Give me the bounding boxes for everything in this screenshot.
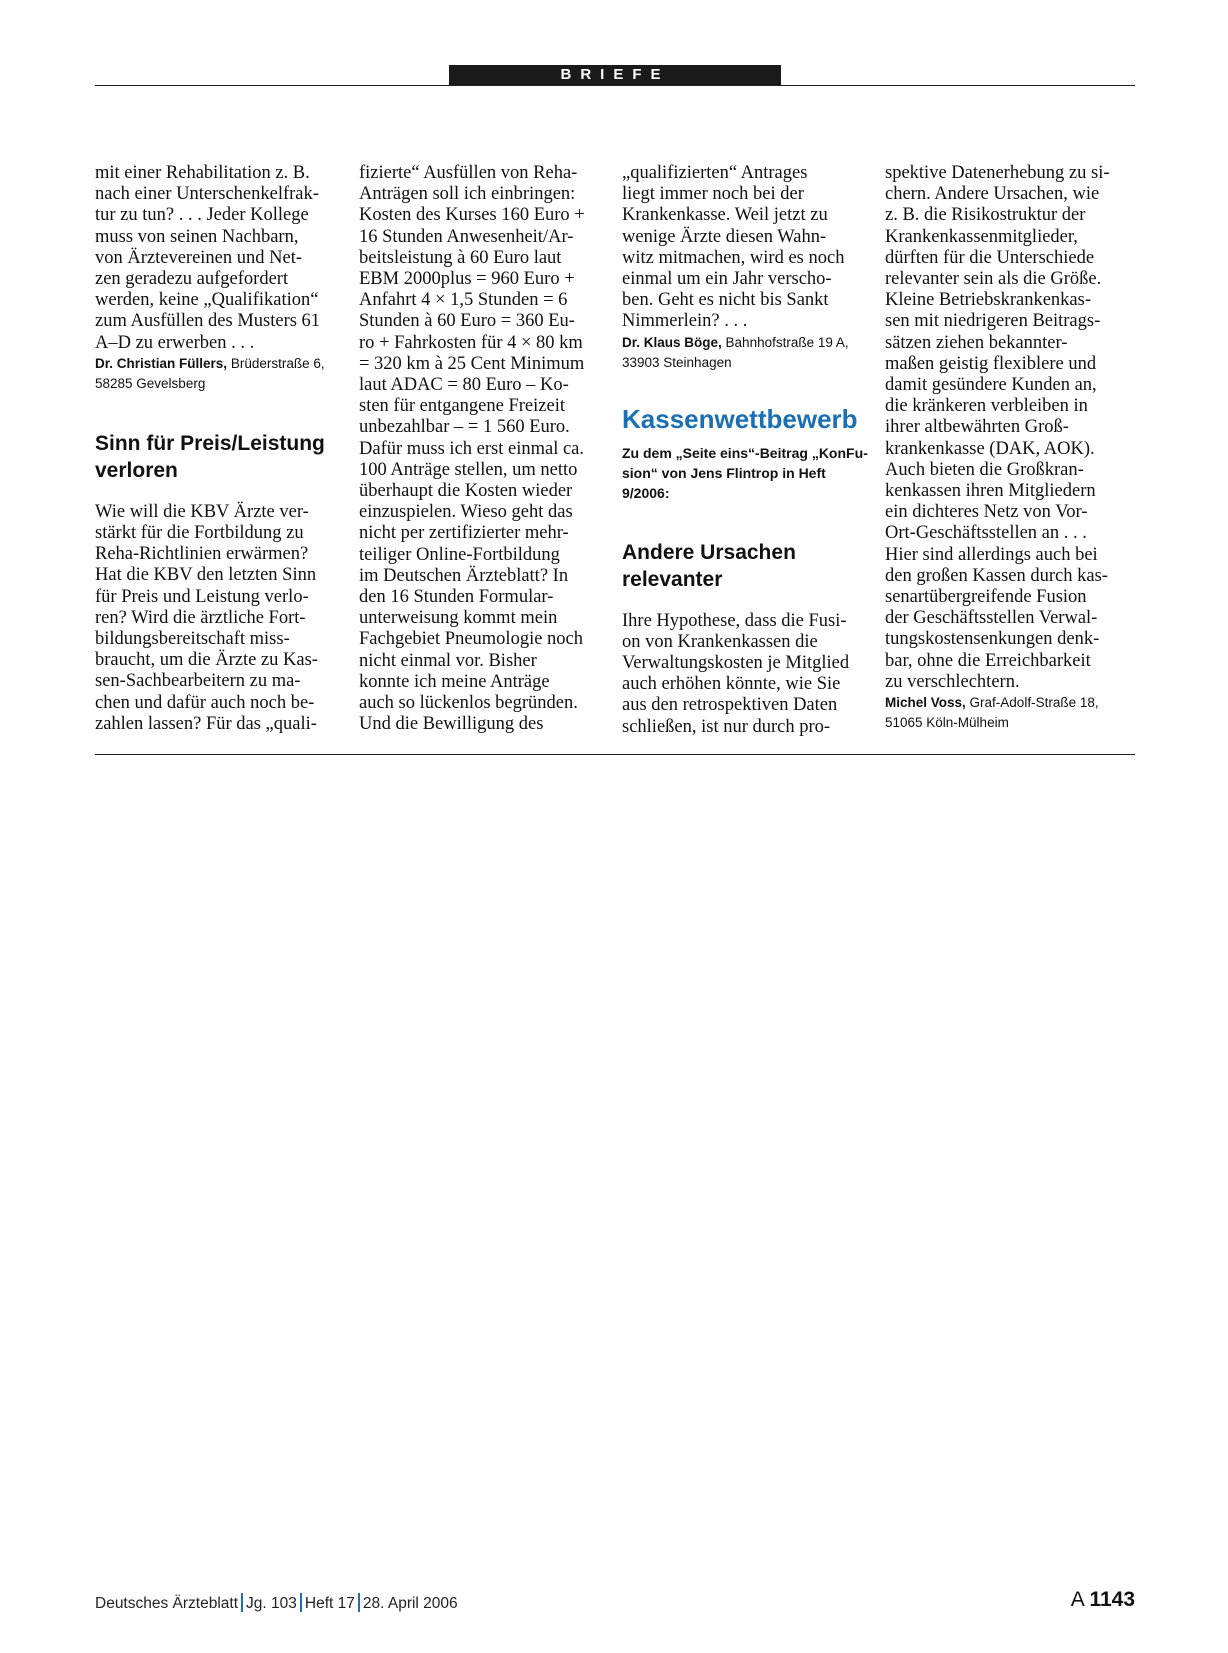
- text-line: Auch bieten die Großkran-: [885, 459, 1084, 480]
- signature: [95, 354, 355, 394]
- text-line: sion“ von Jens Flintrop in Heft: [622, 464, 826, 481]
- text-line: Ihre Hypothese, dass die Fusi-: [622, 610, 847, 631]
- journal-issue: Heft 17: [304, 1595, 355, 1612]
- text-line: auch so lückenlos begründen.: [359, 693, 578, 714]
- author-name: Dr. Christian Füllers,: [95, 355, 228, 371]
- letter-headline: [95, 430, 355, 484]
- column-2: [359, 163, 619, 735]
- page-prefix: A: [1070, 1588, 1084, 1611]
- journal-date: 28. April 2006: [362, 1595, 458, 1612]
- text-line: Fachgebiet Pneumologie noch: [359, 629, 584, 650]
- text-line: senartübergreifende Fusion: [885, 587, 1087, 608]
- reference-intro: [622, 443, 882, 503]
- column-1: [95, 163, 355, 735]
- journal-name: Deutsches Ärzteblatt: [95, 1595, 239, 1612]
- text-line: zahlen lassen? Für das „quali-: [95, 713, 317, 734]
- bottom-rule: [95, 754, 1135, 755]
- text-line: ro + Fahrkosten für 4 × 80 km: [359, 332, 583, 353]
- header-rule: [95, 85, 1135, 86]
- footer-divider: [241, 1593, 243, 1612]
- author-address: 51065 Köln-Mülheim: [885, 715, 1009, 731]
- text-line: den 16 Stunden Formular-: [359, 587, 554, 608]
- text-line: nach einer Unterschenkelfrak-: [95, 184, 319, 205]
- text-line: Krankenkassenmitglieder,: [885, 226, 1078, 247]
- text-line: sen-Sachbearbeitern zu ma-: [95, 671, 301, 692]
- page-number-value: 1143: [1089, 1588, 1135, 1611]
- author-address: 58285 Gevelsberg: [95, 375, 206, 391]
- text-line: = 320 km à 25 Cent Minimum: [359, 353, 585, 374]
- text-line: ren? Wird die ärztliche Fort-: [95, 607, 306, 628]
- text-line: 100 Anträge stellen, um netto: [359, 459, 578, 480]
- text-line: „qualifizierten“ Antrages: [622, 163, 808, 183]
- text-line: den großen Kassen durch kas-: [885, 565, 1108, 586]
- footer-citation: [95, 1593, 458, 1613]
- text-line: Reha-Richtlinien erwärmen?: [95, 544, 309, 565]
- text-line: Kassenwettbewerb: [622, 403, 858, 434]
- text-line: muss von seinen Nachbarn,: [95, 226, 299, 247]
- text-line: einmal um ein Jahr verscho-: [622, 269, 832, 290]
- text-line: damit gesündere Kunden an,: [885, 375, 1097, 396]
- text-line: Kleine Betriebskrankenkas-: [885, 290, 1091, 311]
- journal-volume: Jg. 103: [246, 1595, 297, 1612]
- text-line: für Preis und Leistung verlo-: [95, 586, 309, 607]
- text-line: dürften für die Unterschiede: [885, 247, 1095, 268]
- text-line: konnte ich meine Anträge: [359, 671, 550, 692]
- text-line: Hier sind allerdings auch bei: [885, 544, 1098, 565]
- text-line: Zu dem „Seite eins“-Beitrag „KonFu-: [622, 444, 868, 461]
- author-address: Bahnhofstraße 19 A,: [725, 334, 849, 350]
- paragraph: [359, 163, 619, 735]
- text-line: relevanter sein als die Größe.: [885, 269, 1102, 290]
- text-line: tur zu tun? . . . Jeder Kollege: [95, 205, 309, 226]
- text-line: zu verschlechtern.: [885, 671, 1020, 692]
- footer-divider: [358, 1593, 360, 1612]
- text-line: Andere Ursachen: [622, 540, 796, 564]
- text-line: laut ADAC = 80 Euro – Ko-: [359, 375, 569, 396]
- text-line: ein dichteres Netz von Vor-: [885, 502, 1088, 523]
- text-line: Wie will die KBV Ärzte ver-: [95, 501, 309, 522]
- text-line: krankenkasse (DAK, AOK).: [885, 438, 1095, 459]
- text-line: fizierte“ Ausfüllen von Reha-: [359, 163, 578, 183]
- text-line: maßen geistig flexiblere und: [885, 353, 1097, 374]
- text-line: im Deutschen Ärzteblatt? In: [359, 565, 569, 586]
- paragraph: [95, 502, 355, 735]
- page-number: [1071, 1588, 1135, 1612]
- author-address: Brüderstraße 6,: [230, 355, 325, 371]
- text-line: 9/2006:: [622, 484, 670, 501]
- signature: [885, 693, 1145, 733]
- text-line: bar, ohne die Erreichbarkeit: [885, 650, 1091, 671]
- text-line: Und die Bewilligung des: [359, 714, 544, 735]
- text-line: auch erhöhen könnte, wie Sie: [622, 674, 841, 695]
- text-line: nicht einmal vor. Bisher: [359, 650, 537, 671]
- text-line: ihrer altbewährten Groß-: [885, 417, 1069, 438]
- text-line: der Geschäftsstellen Verwal-: [885, 608, 1098, 629]
- text-line: sätzen ziehen bekannter-: [885, 332, 1068, 353]
- text-line: tungskostensenkungen denk-: [885, 629, 1100, 650]
- text-line: unbezahlbar – = 1 560 Euro.: [359, 417, 570, 438]
- text-line: chen und dafür auch noch be-: [95, 692, 315, 713]
- text-line: die kränkeren verbleiben in: [885, 396, 1088, 417]
- text-line: braucht, um die Ärzte zu Kas-: [95, 650, 318, 671]
- text-line: Nimmerlein? . . .: [622, 311, 748, 332]
- text-line: unterweisung kommt mein: [359, 608, 558, 629]
- text-line: Anträgen soll ich einbringen:: [359, 184, 576, 205]
- section-label: BRIEFE: [449, 65, 781, 85]
- text-line: werden, keine „Qualifikation“: [95, 290, 319, 311]
- text-line: teiliger Online-Fortbildung: [359, 544, 560, 565]
- text-line: EBM 2000plus = 960 Euro +: [359, 269, 575, 290]
- text-line: Verwaltungskosten je Mitglied: [622, 653, 850, 674]
- text-line: Stunden à 60 Euro = 360 Eu-: [359, 311, 575, 332]
- column-3: [622, 163, 882, 738]
- text-line: verloren: [95, 458, 178, 482]
- text-line: schließen, ist nur durch pro-: [622, 716, 831, 737]
- section-headline: [622, 403, 882, 435]
- text-line: überhaupt die Kosten wieder: [359, 481, 573, 502]
- text-line: chern. Andere Ursachen, wie: [885, 184, 1100, 205]
- paragraph: [622, 163, 882, 333]
- text-line: beitsleistung à 60 Euro laut: [359, 247, 562, 268]
- author-address: 33903 Steinhagen: [622, 354, 732, 370]
- text-line: liegt immer noch bei der: [622, 184, 804, 205]
- paragraph: [885, 163, 1145, 693]
- text-line: witz mitmachen, wird es noch: [622, 247, 845, 268]
- text-line: A–D zu erwerben . . .: [95, 332, 255, 353]
- paragraph: [95, 163, 355, 354]
- text-line: Hat die KBV den letzten Sinn: [95, 565, 317, 586]
- footer-divider: [300, 1593, 302, 1612]
- text-line: mit einer Rehabilitation z. B.: [95, 163, 310, 183]
- text-line: relevanter: [622, 567, 723, 591]
- text-line: wenige Ärzte diesen Wahn-: [622, 226, 827, 247]
- author-name: Dr. Klaus Böge,: [622, 334, 722, 350]
- text-line: 16 Stunden Anwesenheit/Ar-: [359, 226, 574, 247]
- column-4: [885, 163, 1145, 733]
- paragraph: [622, 611, 882, 738]
- text-line: Kosten des Kurses 160 Euro +: [359, 205, 585, 226]
- text-line: aus den retrospektiven Daten: [622, 695, 838, 716]
- text-line: zum Ausfüllen des Musters 61: [95, 311, 321, 332]
- text-line: Ort-Geschäftsstellen an . . .: [885, 523, 1087, 544]
- signature: [622, 333, 882, 373]
- text-line: Krankenkasse. Weil jetzt zu: [622, 205, 828, 226]
- text-line: Dafür muss ich erst einmal ca.: [359, 438, 585, 459]
- text-line: bildungsbereitschaft miss-: [95, 629, 290, 650]
- text-line: sten für entgangene Freizeit: [359, 396, 565, 417]
- text-line: ben. Geht es nicht bis Sankt: [622, 290, 829, 311]
- text-line: nicht per zertifizierter mehr-: [359, 523, 569, 544]
- text-line: zen geradezu aufgefordert: [95, 269, 289, 290]
- text-line: von Ärztevereinen und Net-: [95, 247, 303, 268]
- text-line: spektive Datenerhebung zu si-: [885, 163, 1110, 183]
- letter-headline: [622, 539, 882, 593]
- text-line: on von Krankenkassen die: [622, 631, 818, 652]
- author-address: Graf-Adolf-Straße 18,: [969, 695, 1099, 711]
- text-line: kenkassen ihren Mitgliedern: [885, 481, 1096, 502]
- text-line: z. B. die Risikostruktur der: [885, 205, 1086, 226]
- text-line: Sinn für Preis/Leistung: [95, 431, 325, 455]
- text-line: sen mit niedrigeren Beitrags-: [885, 311, 1101, 332]
- text-line: stärkt für die Fortbildung zu: [95, 523, 304, 544]
- author-name: Michel Voss,: [885, 695, 966, 711]
- text-line: Anfahrt 4 × 1,5 Stunden = 6: [359, 290, 568, 311]
- text-line: einzuspielen. Wieso geht das: [359, 502, 573, 523]
